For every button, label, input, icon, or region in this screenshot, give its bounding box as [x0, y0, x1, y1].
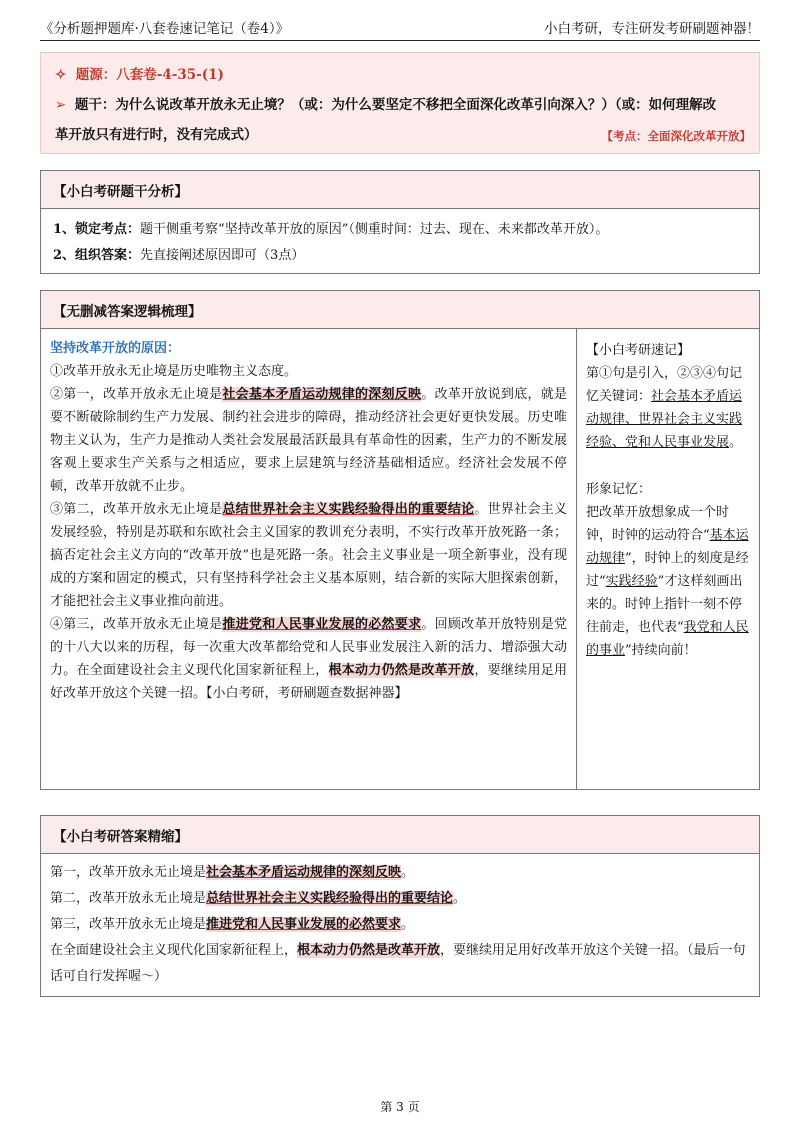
page-header — [40, 14, 760, 41]
header-left: 《分析题押题库·八套卷速记笔记（卷4）》 — [40, 21, 290, 37]
kaodian-tag: 【考点：全面深化改革开放】 — [601, 129, 751, 143]
question-box — [40, 52, 760, 154]
logic-box — [40, 290, 760, 790]
page-number: 第 3 页 — [380, 1100, 420, 1114]
logic-p1: ①改革开放永无止境是历史唯物主义态度。 — [50, 364, 298, 379]
summary-box — [40, 815, 760, 997]
logic-p4: ④第三，改革开放永无止境是推进党和人民事业发展的必然要求。回顾改革开放特别是党的十八大以来的历程，每一次重大改革都给党和人民事业发展注入新的活力、增添强大动力。在全面建设社会主义现代化国家新征程上，根本动力仍然是改革开放，要继续用足用好改革开放这个关键一招。【小白考研，考研刷题查数据神器】 — [50, 617, 567, 701]
summary-line-4: 在全面建设社会主义现代化国家新征程上，根本动力仍然是改革开放，要继续用足用好改革开放这个关键一招。（最后一句话可自行发挥喔～） — [50, 943, 746, 984]
logic-title: 【无删减答案逻辑梳理】 — [41, 291, 759, 329]
side-title: 【小白考研速记】 — [586, 343, 691, 358]
logic-side — [578, 329, 759, 672]
summary-title: 【小白考研答案精缩】 — [41, 816, 759, 854]
logic-heading: 坚持改革开放的原因： — [50, 341, 181, 356]
question-stem: ➢ 题干：为什么说改革开放永无止境？（或：为什么要坚定不移把全面深化改革引向深入？）（或：如何理解改 — [55, 97, 717, 113]
summary-line-2: 第二，改革开放永无止境是总结世界社会主义实践经验得出的重要结论。 — [50, 891, 467, 906]
summary-line-3: 第三，改革开放永无止境是推进党和人民事业发展的必然要求。 — [50, 917, 415, 932]
diamond-icon: ✧ — [55, 67, 67, 83]
side-label: 形象记忆： — [586, 482, 652, 497]
logic-main — [41, 329, 577, 789]
question-source: ✧ 题源：八套卷-4-35-(1) — [55, 67, 224, 83]
analysis-title: 【小白考研题干分析】 — [41, 171, 759, 209]
analysis-item-1: 1、锁定考点：题干侧重考察“坚持改革开放的原因”（侧重时间：过去、现在、未来都改革开放）。 — [53, 222, 609, 237]
summary-line-1: 第一，改革开放永无止境是社会基本矛盾运动规律的深刻反映。 — [50, 865, 415, 880]
header-right: 小白考研，专注研发考研刷题神器！ — [544, 21, 760, 37]
analysis-box — [40, 170, 760, 274]
side-p2: 把改革开放想象成一个时钟，时钟的运动符合“基本运动规律”，时钟上的刻度是经过“实践经验”才这样刻画出来的。时钟上指针一刻不停往前走，也代表“我党和人民的事业”持续向前！ — [586, 505, 749, 658]
question-stem-cont: 革开放只有进行时，没有完成式） — [55, 127, 258, 143]
logic-p3: ③第二，改革开放永无止境是总结世界社会主义实践经验得出的重要结论。世界社会主义发展经验，特别是苏联和东欧社会主义国家的教训充分表明，不实行改革开放死路一条；搞否定社会主义方向的“改革开放”也是死路一条。社会主义事业是一项全新事业，没有现成的方案和固定的模式，只有坚持科学社会主义基本原则，结合新的实际大胆探索创新，才能把社会主义事业推向前进。 — [50, 502, 567, 609]
logic-p2: ②第一，改革开放永无止境是社会基本矛盾运动规律的深刻反映。改革开放说到底，就是要不断破除制约生产力发展、制约社会进步的障碍，推动经济社会更好更快发展。历史唯物主义认为，生产力是推动人类社会发展最活跃最具有革命性的因素，生产力的不断发展客观上要求生产关系与之相适应，要求上层建筑与经济基础相适应。经济社会发展不停顿，改革开放就不止步。 — [50, 387, 567, 494]
arrow-icon: ➢ — [55, 97, 67, 113]
side-p1: 第①句是引入，②③④句记忆关键词：社会基本矛盾运动规律、世界社会主义实践经验、党和人民事业发展。 — [586, 366, 743, 450]
analysis-item-2: 2、组织答案：先直接阐述原因即可（3点） — [53, 248, 305, 263]
